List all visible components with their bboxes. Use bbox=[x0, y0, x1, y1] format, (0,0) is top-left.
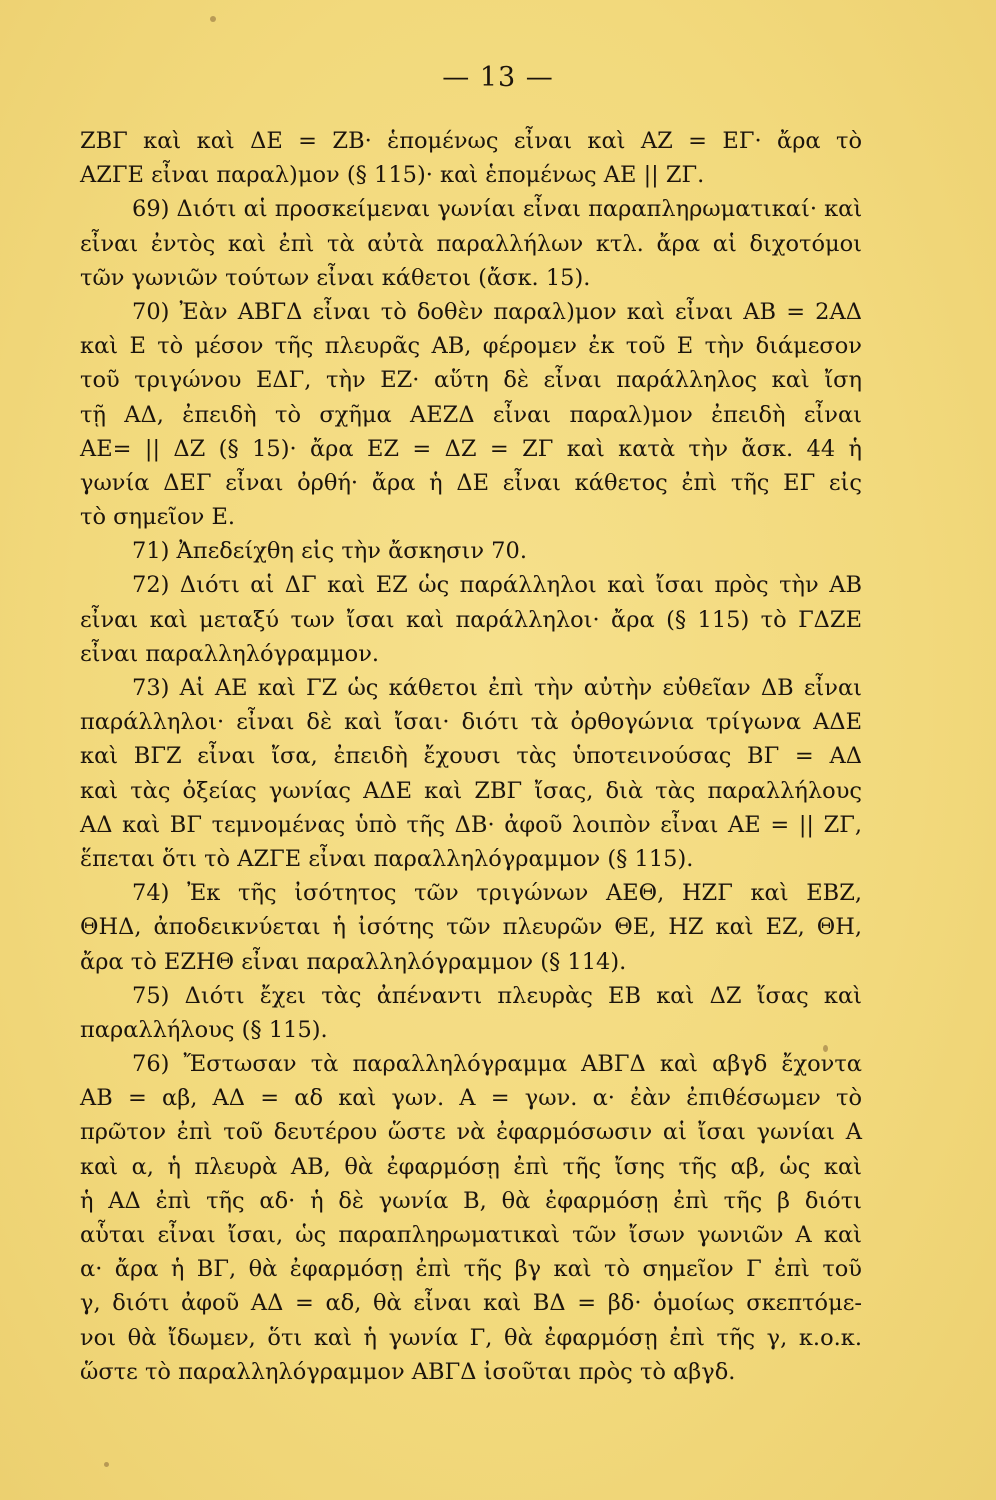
text-line: 76) Ἔστωσαν τὰ παραλληλόγραμμα ΑΒΓΔ καὶ αβγδ ἔχοντα bbox=[132, 1051, 862, 1078]
text-line: ΘΗΔ, ἀποδεικνύεται ἡ ἰσότης τῶν πλευρῶν ΘΕ, ΗΖ καὶ ΕΖ, ΘΗ, bbox=[80, 914, 862, 941]
text-line: 71) Ἀπεδείχθη εἰς τὴν ἄσκησιν 70. bbox=[132, 538, 527, 565]
text-line: ἄρα τὸ ΕΖΗΘ εἶναι παραλληλόγραμμον (§ 114). bbox=[80, 948, 627, 975]
text-line: α· ἄρα ἡ ΒΓ, θὰ ἐφαρμόσῃ ἐπὶ τῆς βγ καὶ τὸ σημεῖον Γ ἐπὶ τοῦ bbox=[80, 1256, 862, 1283]
text-line: καὶ τὰς ὀξείας γωνίας ΑΔΕ καὶ ΖΒΓ ἴσας, διὰ τὰς παραλλήλους bbox=[80, 777, 862, 804]
text-line: γ, διότι ἀφοῦ ΑΔ = αδ, θὰ εἶναι καὶ ΒΔ = βδ· ὁμοίως σκεπτόμε- bbox=[80, 1290, 862, 1317]
text-line: ὥστε τὸ παραλληλόγραμμον ΑΒΓΔ ἰσοῦται πρὸς τὸ αβγδ. bbox=[80, 1358, 736, 1385]
paper-speck bbox=[210, 16, 216, 22]
text-line: ΖΒΓ καὶ καὶ ΔΕ = ΖΒ· ἑπομένως εἶναι καὶ ΑΖ = ΕΓ· ἄρα τὸ bbox=[80, 128, 862, 154]
text-line: εἶναι καὶ μεταξύ των ἴσαι καὶ παράλληλοι· ἄρα (§ 115) τὸ ΓΔΖΕ bbox=[80, 606, 862, 633]
text-line: τῇ ΑΔ, ἐπειδὴ τὸ σχῆμα ΑΕΖΔ εἶναι παραλ)μον ἐπειδὴ εἶναι bbox=[80, 401, 862, 428]
text-line: ΑΕ= || ΔΖ (§ 15)· ἄρα ΕΖ = ΔΖ = ΖΓ καὶ κατὰ τὴν ἄσκ. 44 ἡ bbox=[80, 435, 862, 462]
text-line: καὶ α, ἡ πλευρὰ ΑΒ, θὰ ἐφαρμόσῃ ἐπὶ τῆς ἴσης τῆς αβ, ὡς καὶ bbox=[80, 1153, 862, 1180]
text-line: ΑΖΓΕ εἶναι παραλ)μον (§ 115)· καὶ ἑπομένως ΑΕ || ΖΓ. bbox=[80, 162, 705, 189]
text-line: τῶν γωνιῶν τούτων εἶναι κάθετοι (ἄσκ. 15). bbox=[80, 264, 591, 291]
text-line: καὶ Ε τὸ μέσον τῆς πλευρᾶς ΑΒ, φέρομεν ἐκ τοῦ Ε τὴν διάμεσον bbox=[80, 333, 862, 360]
text-line: πρῶτον ἐπὶ τοῦ δευτέρου ὥστε νὰ ἐφαρμόσωσιν αἱ ἴσαι γωνίαι Α bbox=[80, 1119, 862, 1146]
body-text bbox=[80, 124, 862, 1389]
page-number: — 13 — bbox=[442, 62, 554, 93]
text-line: 75) Διότι ἔχει τὰς ἀπέναντι πλευρὰς ΕΒ καὶ ΔΖ ἴσας καὶ bbox=[132, 982, 862, 1009]
text-line: ἡ ΑΔ ἐπὶ τῆς αδ· ἡ δὲ γωνία Β, θὰ ἐφαρμόσῃ ἐπὶ τῆς β διότι bbox=[80, 1187, 862, 1214]
paper-speck bbox=[104, 1462, 109, 1467]
text-line: 73) Αἱ ΑΕ καὶ ΓΖ ὡς κάθετοι ἐπὶ τὴν αὐτὴν εὐθεῖαν ΔΒ εἶναι bbox=[132, 675, 862, 701]
text-line: αὗται εἶναι ἴσαι, ὡς παραπληρωματικαὶ τῶν ἴσων γωνιῶν Α καὶ bbox=[80, 1222, 862, 1248]
text-line: καὶ ΒΓΖ εἶναι ἴσα, ἐπειδὴ ἔχουσι τὰς ὑποτεινούσας ΒΓ = ΑΔ bbox=[80, 743, 862, 770]
text-line: εἶναι ἐντὸς καὶ ἐπὶ τὰ αὐτὰ παραλλήλων κτλ. ἄρα αἱ διχοτόμοι bbox=[80, 230, 862, 257]
text-line: γωνία ΔΕΓ εἶναι ὀρθή· ἄρα ἡ ΔΕ εἶναι κάθετος ἐπὶ τῆς ΕΓ εἰς bbox=[80, 469, 862, 496]
text-line: ΑΒ = αβ, ΑΔ = αδ καὶ γων. Α = γων. α· ἐὰν ἐπιθέσωμεν τὸ bbox=[80, 1085, 862, 1112]
text-line: εἶναι παραλληλόγραμμον. bbox=[80, 640, 380, 667]
text-line: 74) Ἐκ τῆς ἰσότητος τῶν τριγώνων ΑΕΘ, ΗΖΓ καὶ ΕΒΖ, bbox=[132, 880, 862, 907]
text-line: τοῦ τριγώνου ΕΔΓ, τὴν ΕΖ· αὕτη δὲ εἶναι παράλληλος καὶ ἴση bbox=[80, 367, 862, 394]
text-line: τὸ σημεῖον Ε. bbox=[80, 504, 236, 531]
text-line: παραλλήλους (§ 115). bbox=[80, 1016, 328, 1043]
text-line: 69) Διότι αἱ προσκείμεναι γωνίαι εἶναι παραπληρωματικαί· καὶ bbox=[132, 196, 863, 223]
text-line: παράλληλοι· εἶναι δὲ καὶ ἴσαι· διότι τὰ ὀρθογώνια τρίγωνα ΑΔΕ bbox=[80, 709, 862, 736]
text-line: νοι θὰ ἴδωμεν, ὅτι καὶ ἡ γωνία Γ, θὰ ἐφαρμόσῃ ἐπὶ τῆς γ, κ.ο.κ. bbox=[80, 1324, 862, 1351]
text-line: ΑΔ καὶ ΒΓ τεμνομένας ὑπὸ τῆς ΔΒ· ἀφοῦ λοιπὸν εἶναι ΑΕ = || ΖΓ, bbox=[80, 811, 862, 838]
text-line: 70) Ἐὰν ΑΒΓΔ εἶναι τὸ δοθὲν παραλ)μον καὶ εἶναι ΑΒ = 2ΑΔ bbox=[132, 298, 862, 325]
text-line: 72) Διότι αἱ ΔΓ καὶ ΕΖ ὡς παράλληλοι καὶ ἴσαι πρὸς τὴν ΑΒ bbox=[132, 572, 862, 599]
text-line: ἕπεται ὅτι τὸ ΑΖΓΕ εἶναι παραλληλόγραμμον (§ 115). bbox=[80, 845, 694, 872]
